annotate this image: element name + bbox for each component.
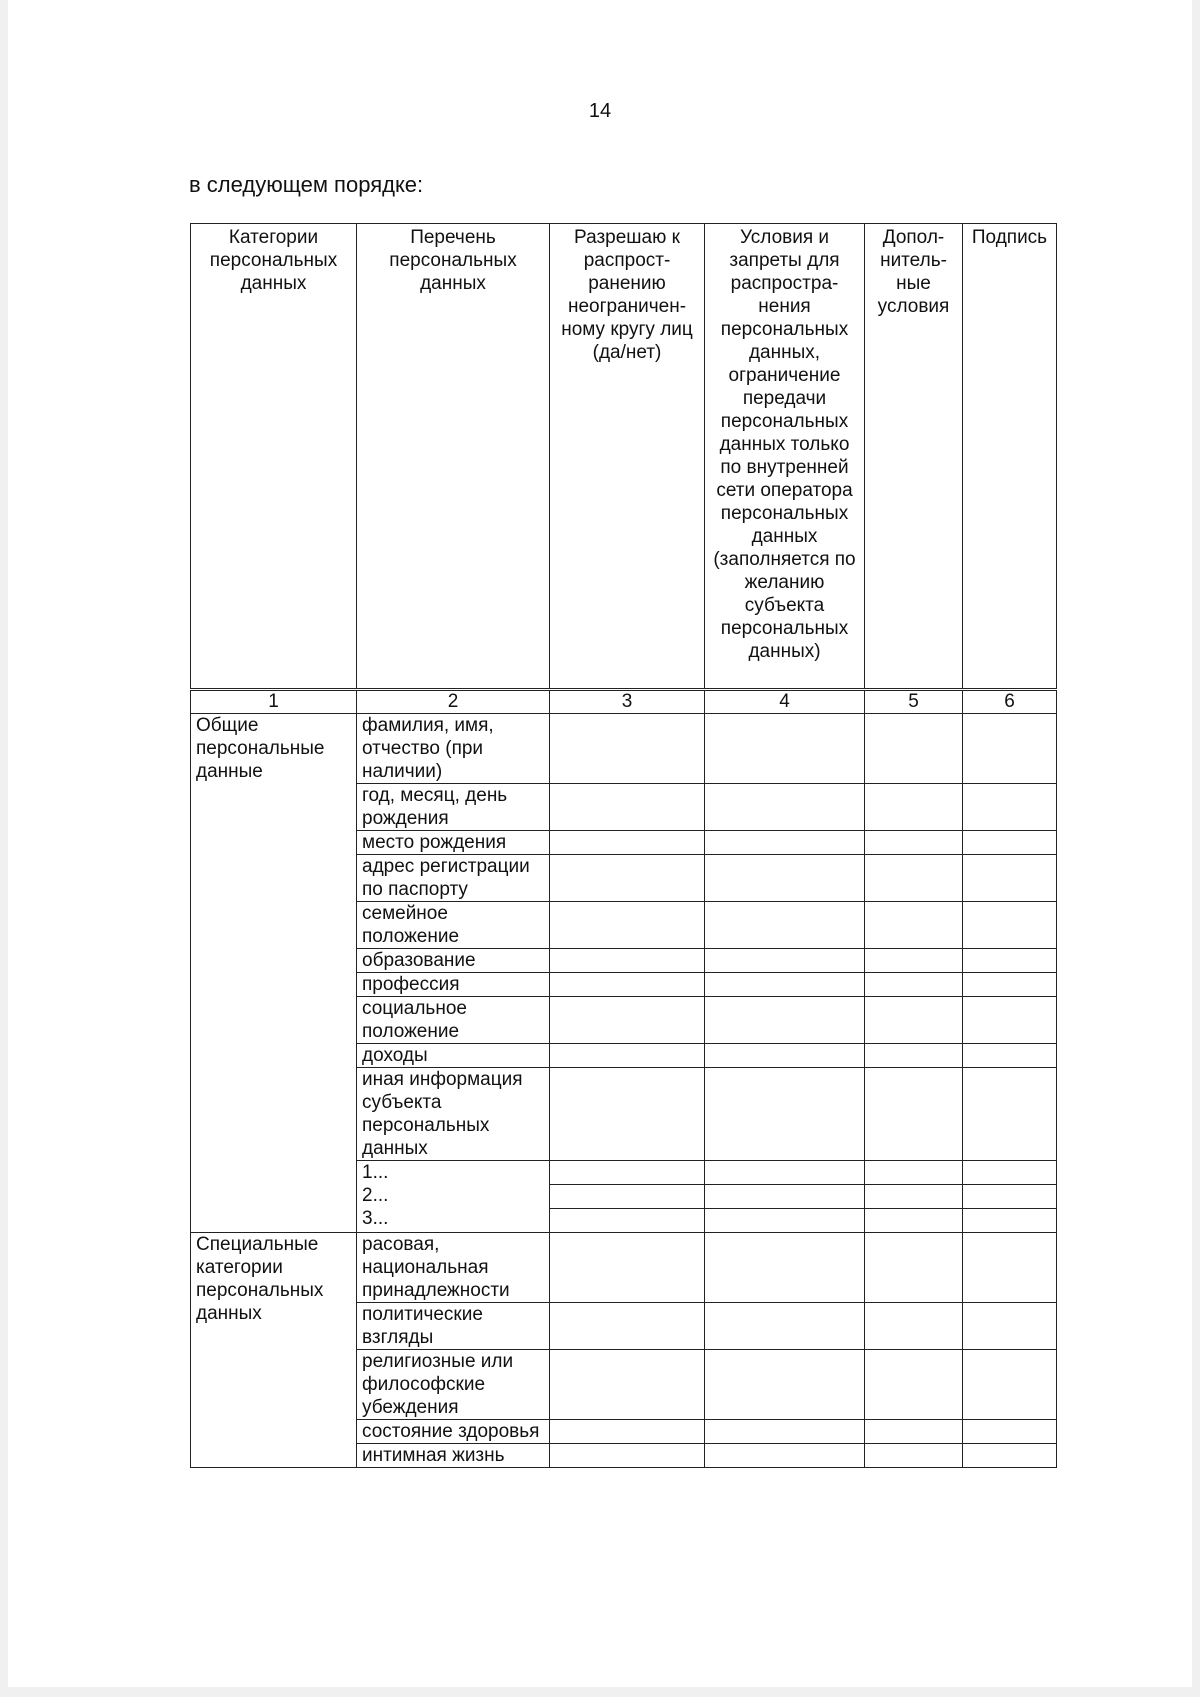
column-number: 1 (191, 690, 357, 714)
additional-conditions-cell[interactable] (865, 1044, 963, 1068)
additional-conditions-cell[interactable] (865, 997, 963, 1044)
item-cell: год, месяц, день рождения (357, 784, 550, 831)
conditions-cell[interactable] (705, 1068, 865, 1161)
additional-conditions-cell[interactable] (865, 1444, 963, 1468)
permission-cell[interactable] (550, 1420, 705, 1444)
item-cell: состояние здоровья (357, 1420, 550, 1444)
signature-cell[interactable] (963, 949, 1057, 973)
conditions-cell[interactable] (705, 902, 865, 949)
signature-cell[interactable] (963, 1420, 1057, 1444)
permission-cell[interactable] (550, 902, 705, 949)
conditions-cell[interactable] (705, 1420, 865, 1444)
item-cell: место рождения (357, 831, 550, 855)
header-cell: Категории персональных данных (191, 224, 357, 690)
column-number: 3 (550, 690, 705, 714)
item-cell: доходы (357, 1044, 550, 1068)
signature-cell[interactable] (963, 1161, 1057, 1185)
extra-lines-cell (357, 1161, 550, 1233)
item-cell: религиозные или философские убеждения (357, 1350, 550, 1420)
item-cell: интимная жизнь (357, 1444, 550, 1468)
conditions-cell[interactable] (705, 1185, 865, 1209)
signature-cell[interactable] (963, 997, 1057, 1044)
extra-line: 1... (362, 1162, 389, 1183)
permission-cell[interactable] (550, 1161, 705, 1185)
signature-cell[interactable] (963, 784, 1057, 831)
permission-cell[interactable] (550, 973, 705, 997)
additional-conditions-cell[interactable] (865, 714, 963, 784)
permission-cell[interactable] (550, 1303, 705, 1350)
additional-conditions-cell[interactable] (865, 949, 963, 973)
table-row (191, 1233, 1057, 1303)
conditions-cell[interactable] (705, 1209, 865, 1233)
consent-table (190, 223, 1057, 1468)
category-cell: Общие персональные данные (191, 714, 357, 1233)
signature-cell[interactable] (963, 831, 1057, 855)
additional-conditions-cell[interactable] (865, 1161, 963, 1185)
signature-cell[interactable] (963, 1233, 1057, 1303)
intro-text: в следующем порядке: (189, 172, 424, 197)
category-cell: Специальные категории персональных данных (191, 1233, 357, 1468)
header-cell: Допол-нитель-ные условия (865, 224, 963, 690)
additional-conditions-cell[interactable] (865, 1420, 963, 1444)
signature-cell[interactable] (963, 1444, 1057, 1468)
item-cell: профессия (357, 973, 550, 997)
signature-cell[interactable] (963, 855, 1057, 902)
signature-cell[interactable] (963, 1209, 1057, 1233)
permission-cell[interactable] (550, 1068, 705, 1161)
permission-cell[interactable] (550, 714, 705, 784)
additional-conditions-cell[interactable] (865, 1185, 963, 1209)
column-number: 2 (357, 690, 550, 714)
permission-cell[interactable] (550, 997, 705, 1044)
additional-conditions-cell[interactable] (865, 973, 963, 997)
item-cell: семейное положение (357, 902, 550, 949)
conditions-cell[interactable] (705, 1044, 865, 1068)
signature-cell[interactable] (963, 1068, 1057, 1161)
signature-cell[interactable] (963, 902, 1057, 949)
item-cell: расовая, национальная принадлежности (357, 1233, 550, 1303)
additional-conditions-cell[interactable] (865, 1233, 963, 1303)
column-number: 6 (963, 690, 1057, 714)
header-cell: Разрешаю к распрост-ранению неограничен-ному кругу лиц (да/нет) (550, 224, 705, 690)
conditions-cell[interactable] (705, 831, 865, 855)
additional-conditions-cell[interactable] (865, 1350, 963, 1420)
signature-cell[interactable] (963, 714, 1057, 784)
item-cell: фамилия, имя, отчество (при наличии) (357, 714, 550, 784)
header-cell: Перечень персональных данных (357, 224, 550, 690)
permission-cell[interactable] (550, 1185, 705, 1209)
item-cell: иная информация субъекта персональных данных (357, 1068, 550, 1161)
permission-cell[interactable] (550, 1444, 705, 1468)
column-number: 5 (865, 690, 963, 714)
permission-cell[interactable] (550, 1044, 705, 1068)
signature-cell[interactable] (963, 1350, 1057, 1420)
extra-line: 3... (362, 1208, 389, 1229)
item-cell: политические взгляды (357, 1303, 550, 1350)
page-number: 14 (588, 100, 612, 122)
signature-cell[interactable] (963, 1044, 1057, 1068)
permission-cell[interactable] (550, 784, 705, 831)
conditions-cell[interactable] (705, 1350, 865, 1420)
additional-conditions-cell[interactable] (865, 1303, 963, 1350)
conditions-cell[interactable] (705, 1444, 865, 1468)
table-row (191, 714, 1057, 784)
conditions-cell[interactable] (705, 949, 865, 973)
item-cell: образование (357, 949, 550, 973)
header-row (191, 224, 1057, 690)
permission-cell[interactable] (550, 855, 705, 902)
conditions-cell[interactable] (705, 997, 865, 1044)
permission-cell[interactable] (550, 831, 705, 855)
permission-cell[interactable] (550, 949, 705, 973)
signature-cell[interactable] (963, 1185, 1057, 1209)
additional-conditions-cell[interactable] (865, 855, 963, 902)
additional-conditions-cell[interactable] (865, 784, 963, 831)
additional-conditions-cell[interactable] (865, 1209, 963, 1233)
column-number: 4 (705, 690, 865, 714)
item-cell: адрес регистрации по паспорту (357, 855, 550, 902)
additional-conditions-cell[interactable] (865, 1068, 963, 1161)
conditions-cell[interactable] (705, 855, 865, 902)
permission-cell[interactable] (550, 1233, 705, 1303)
conditions-cell[interactable] (705, 1233, 865, 1303)
conditions-cell[interactable] (705, 973, 865, 997)
additional-conditions-cell[interactable] (865, 902, 963, 949)
signature-cell[interactable] (963, 1303, 1057, 1350)
conditions-cell[interactable] (705, 1303, 865, 1350)
header-cell: Условия и запреты для распростра-нения персональных данных, ограничение передачи персональных данных только по внутренней сети оператора персональных данных (заполняется по желанию субъекта персональных данных) (705, 224, 865, 690)
document-page (8, 0, 1192, 1687)
additional-conditions-cell[interactable] (865, 831, 963, 855)
conditions-cell[interactable] (705, 784, 865, 831)
conditions-cell[interactable] (705, 1161, 865, 1185)
permission-cell[interactable] (550, 1350, 705, 1420)
header-cell: Подпись (963, 224, 1057, 690)
item-cell: социальное положение (357, 997, 550, 1044)
extra-line: 2... (362, 1185, 389, 1206)
column-number-row (191, 690, 1057, 714)
permission-cell[interactable] (550, 1209, 705, 1233)
signature-cell[interactable] (963, 973, 1057, 997)
conditions-cell[interactable] (705, 714, 865, 784)
